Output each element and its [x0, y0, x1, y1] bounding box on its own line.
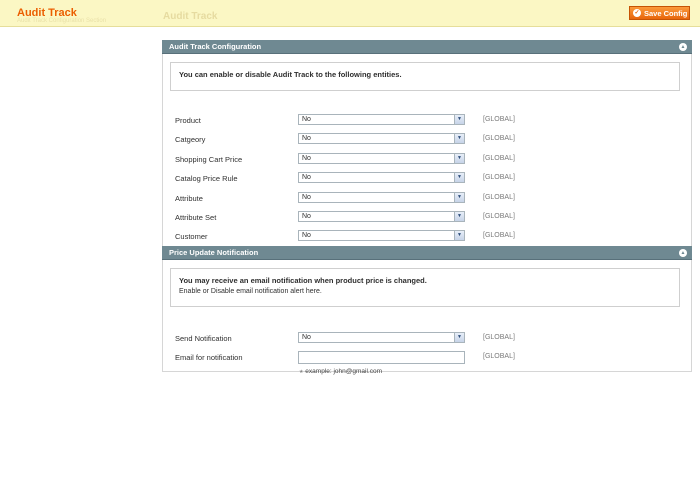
field-row-shopping-cart-price: [163, 153, 693, 167]
scope-label: [GLOBAL]: [483, 135, 515, 142]
scope-label: [GLOBAL]: [483, 194, 515, 201]
product-select[interactable]: [298, 114, 465, 125]
collapse-icon[interactable]: ▲: [680, 250, 686, 256]
bullet-icon: ★: [299, 369, 304, 375]
sidebar-title: Audit Track: [17, 7, 77, 19]
field-row-attribute-set: [163, 211, 693, 225]
section-body-price: [162, 260, 692, 375]
scope-label: [GLOBAL]: [483, 353, 515, 360]
scope-label: [GLOBAL]: [483, 155, 515, 162]
field-row-product: [163, 114, 693, 128]
field-label: Product: [175, 116, 201, 125]
chevron-down-icon: ▼: [454, 154, 464, 163]
chevron-down-icon: ▼: [454, 115, 464, 124]
chevron-down-icon: ▼: [454, 134, 464, 143]
audit-notice-text: You can enable or disable Audit Track to the following entities.: [179, 70, 402, 79]
chevron-down-icon: ▼: [454, 173, 464, 182]
field-label: Email for notification: [175, 353, 243, 362]
sidebar-subtitle: Audit Track Configuration Section: [17, 18, 107, 24]
save-config-button[interactable]: [629, 6, 690, 20]
catalog-price-rule-select[interactable]: [298, 172, 465, 183]
attribute-select[interactable]: [298, 192, 465, 203]
scope-label: [GLOBAL]: [483, 174, 515, 181]
select-value: No: [302, 334, 311, 341]
scope-label: [GLOBAL]: [483, 116, 515, 123]
attribute-set-select[interactable]: [298, 211, 465, 222]
section-title-audit: Audit Track Configuration: [169, 42, 262, 51]
email-hint-text: example: john@gmail.com: [305, 368, 382, 375]
price-update-notification-section: [162, 246, 692, 375]
field-row-send-notification: [163, 332, 693, 346]
audit-notice: [170, 62, 680, 91]
section-header-price[interactable]: [162, 246, 692, 260]
section-title-price: Price Update Notification: [169, 248, 259, 257]
section-header-audit[interactable]: [162, 40, 692, 54]
chevron-down-icon: ▼: [454, 231, 464, 240]
field-label: Send Notification: [175, 334, 232, 343]
select-value: No: [302, 155, 311, 162]
top-bar: [0, 0, 700, 27]
field-label: Customer: [175, 232, 208, 241]
field-row-customer: [163, 230, 693, 244]
select-value: No: [302, 213, 311, 220]
send-notification-select[interactable]: [298, 332, 465, 343]
price-notice: [170, 268, 680, 307]
field-label: Attribute: [175, 194, 203, 203]
chevron-down-icon: ▼: [454, 193, 464, 202]
select-value: No: [302, 135, 311, 142]
save-config-label: Save Config: [644, 8, 688, 18]
chevron-down-icon: ▼: [454, 333, 464, 342]
category-select[interactable]: [298, 133, 465, 144]
field-row-catalog-price-rule: [163, 172, 693, 186]
select-value: No: [302, 116, 311, 123]
field-label: Catalog Price Rule: [175, 174, 238, 183]
audit-track-configuration-section: [162, 40, 692, 253]
scope-label: [GLOBAL]: [483, 232, 515, 239]
scope-label: [GLOBAL]: [483, 334, 515, 341]
scope-label: [GLOBAL]: [483, 213, 515, 220]
email-field[interactable]: [298, 351, 465, 364]
field-row-attribute: [163, 192, 693, 206]
select-value: No: [302, 232, 311, 239]
customer-select[interactable]: [298, 230, 465, 241]
select-value: No: [302, 194, 311, 201]
collapse-icon[interactable]: ▲: [680, 44, 686, 50]
field-label: Catgeory: [175, 135, 206, 144]
field-label: Shopping Cart Price: [175, 155, 243, 164]
email-hint: [299, 368, 382, 375]
select-value: No: [302, 174, 311, 181]
chevron-down-icon: ▼: [454, 212, 464, 221]
field-row-email: [163, 351, 693, 375]
price-notice-text: You may receive an email notification when product price is changed.: [179, 276, 427, 285]
field-row-category: [163, 133, 693, 147]
page-title: Audit Track: [163, 11, 218, 22]
price-notice-subtext: Enable or Disable email notification alert here.: [179, 288, 322, 295]
field-label: Attribute Set: [175, 213, 217, 222]
section-body-audit: [162, 54, 692, 253]
check-icon: ✓: [634, 10, 640, 16]
shopping-cart-price-select[interactable]: [298, 153, 465, 164]
